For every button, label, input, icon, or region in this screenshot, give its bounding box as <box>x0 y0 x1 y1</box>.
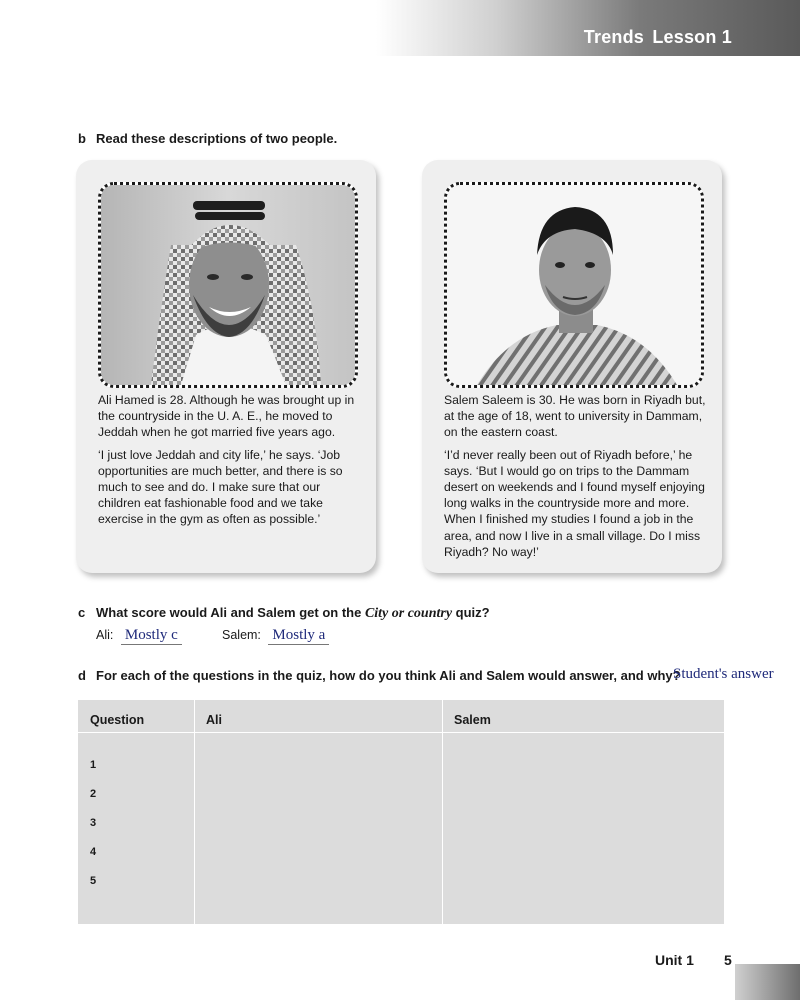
salem-photo <box>444 182 704 388</box>
section-c-question <box>78 605 490 622</box>
man-in-ghutra-photo <box>101 185 355 385</box>
salem-score-answer[interactable]: Mostly a <box>268 627 329 645</box>
section-c-letter: c <box>78 605 86 620</box>
footer-page-number: 5 <box>724 952 732 968</box>
header-ali: Ali <box>206 713 222 727</box>
header-lesson: Lesson 1 <box>652 27 732 47</box>
section-c-text-post: quiz? <box>452 605 490 620</box>
question-number: 1 <box>90 759 97 771</box>
answer-table <box>78 700 724 924</box>
section-b-text: Read these descriptions of two people. <box>96 131 338 146</box>
header-question: Question <box>90 713 145 727</box>
page-header <box>0 0 800 56</box>
salem-score-label: Salem: <box>222 628 261 642</box>
ali-score-label: Ali: <box>96 628 114 642</box>
header-title: Trends <box>583 27 644 47</box>
header-salem: Salem <box>454 713 491 727</box>
question-number: 3 <box>90 817 97 829</box>
table-column-divider <box>442 700 443 924</box>
footer-unit: Unit 1 <box>655 952 694 968</box>
question-number: 2 <box>90 788 97 800</box>
salem-description <box>444 392 712 566</box>
ali-description <box>98 392 366 534</box>
ali-photo <box>98 182 358 388</box>
ali-score-row <box>96 627 182 645</box>
section-d-question <box>78 668 681 683</box>
section-d-text: For each of the questions in the quiz, how do you think Ali and Salem would answer, and why? <box>96 668 681 683</box>
ali-score-answer[interactable]: Mostly c <box>121 627 182 645</box>
student-answer-note[interactable]: Student's answer <box>673 666 774 682</box>
section-c-text-pre: What score would Ali and Salem get on the <box>96 605 365 620</box>
question-number: 4 <box>90 846 97 858</box>
table-header <box>78 700 724 733</box>
salem-paragraph-2: ‘I’d never really been out of Riyadh before,’ he says. ‘But I would go on trips to the Dammam desert on weekends and I found myself enjoying long walks in the countryside more and more. When I finished my studies I found a job in the area, and now I live in a small village. Do I miss Riyadh? No way!’ <box>444 447 705 559</box>
section-c-text-italic: City or country <box>364 606 453 621</box>
footer-band <box>735 964 800 1000</box>
profile-card-ali <box>76 160 376 573</box>
man-in-striped-shirt-photo <box>447 185 701 385</box>
section-b-instruction <box>78 131 337 146</box>
table-column-divider <box>194 700 195 924</box>
question-number: 5 <box>90 875 97 887</box>
salem-paragraph-1: Salem Saleem is 30. He was born in Riyadh but, at the age of 18, went to university in Dammam, on the eastern coast. <box>444 393 706 440</box>
salem-score-row <box>222 627 329 645</box>
ali-paragraph-1: Ali Hamed is 28. Although he was brought up in the countryside in the U. A. E., he moved to Jeddah when he got married five years ago. <box>98 393 355 440</box>
section-d-letter: d <box>78 668 86 683</box>
section-b-letter: b <box>78 131 86 146</box>
ali-paragraph-2: ‘I just love Jeddah and city life,’ he says. ‘Job opportunities are much better, and there is so much to see and do. I make sure that our children eat fashionable food and we take exercise in the gym as often as possible.’ <box>98 447 343 527</box>
profile-card-salem <box>422 160 722 573</box>
